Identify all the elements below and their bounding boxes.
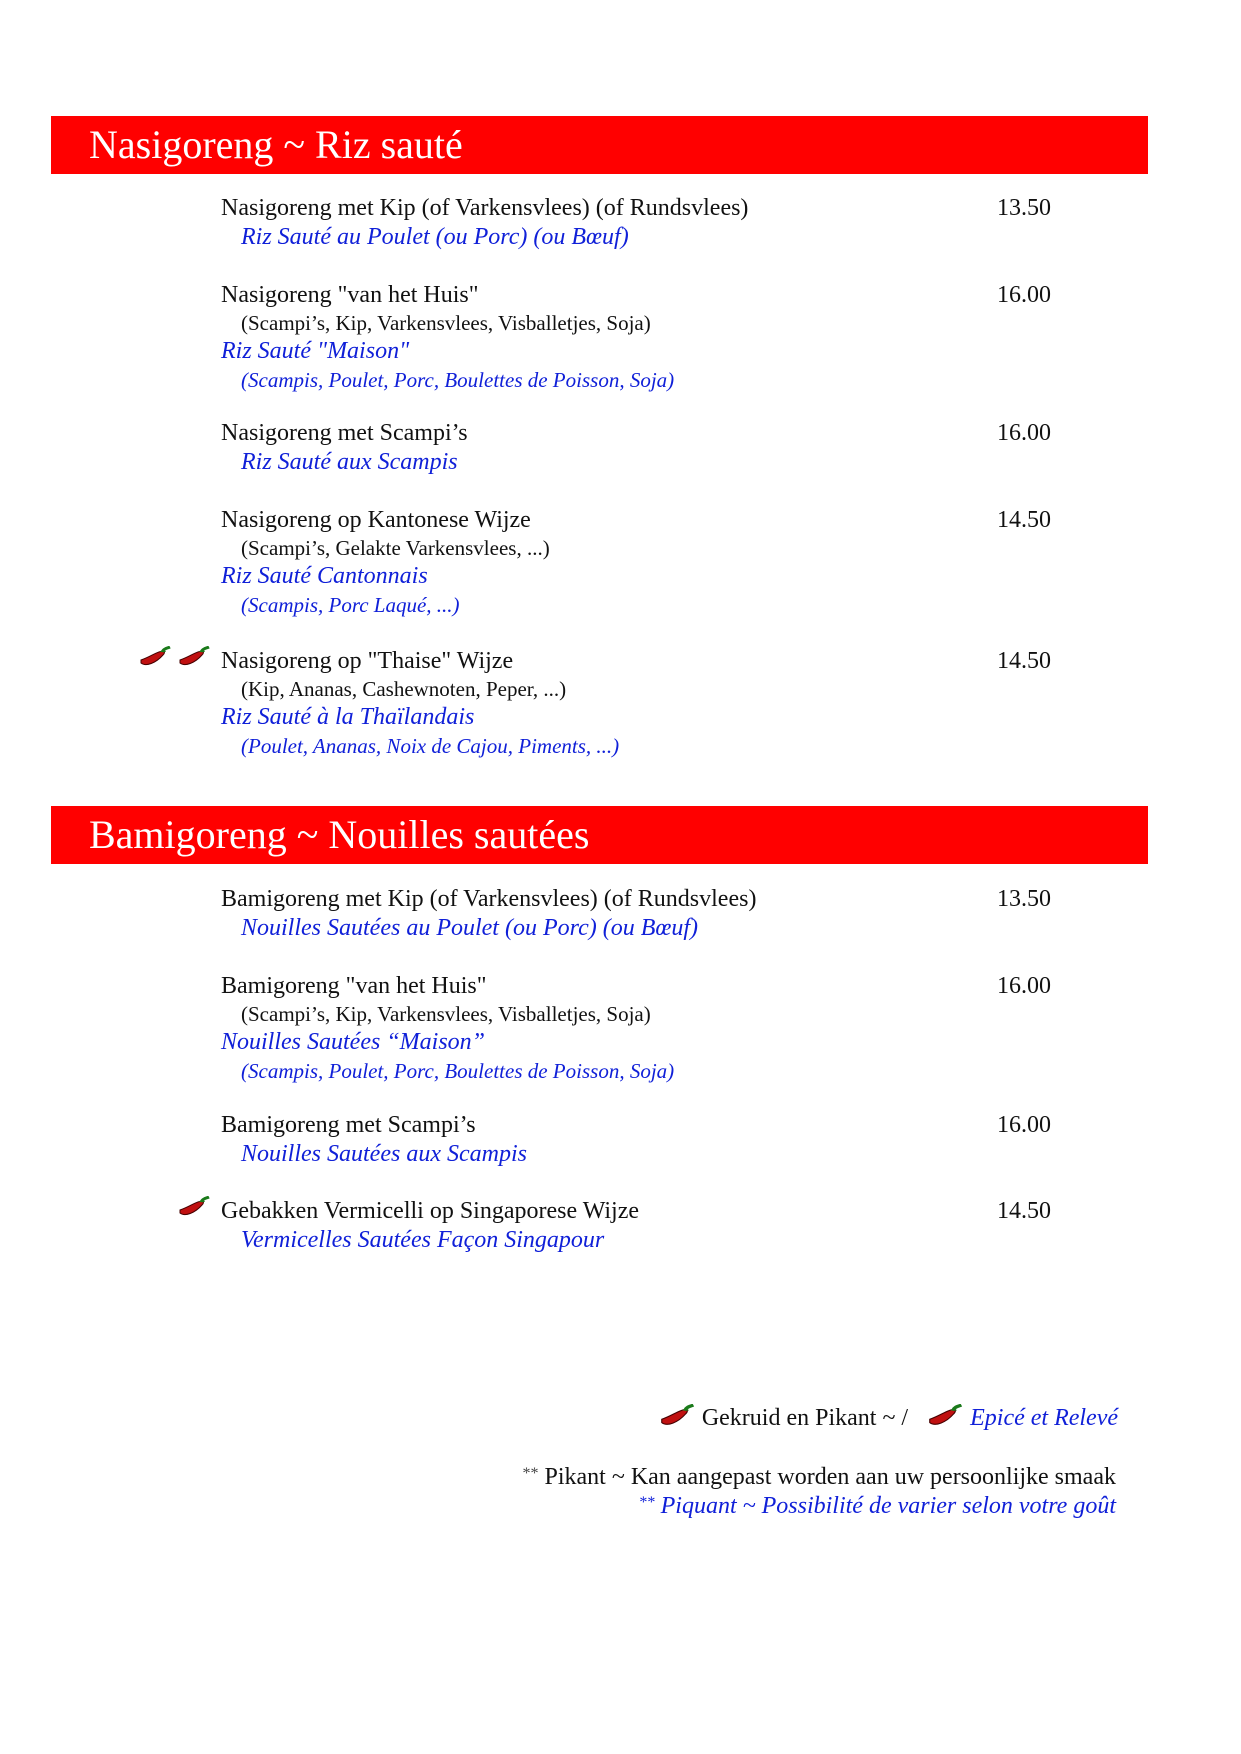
item-ingredients-nl: (Scampi’s, Kip, Varkensvlees, Visballetjes, Soja) — [241, 1002, 651, 1026]
item-name-fr: Nouilles Sautées aux Scampis — [241, 1141, 527, 1167]
item-name-nl: Nasigoreng met Kip (of Varkensvlees) (of Rundsvlees) — [221, 195, 749, 221]
item-ingredients-fr: (Scampis, Poulet, Porc, Boulettes de Poisson, Soja) — [241, 1059, 675, 1083]
item-ingredients-fr: (Scampis, Poulet, Porc, Boulettes de Poisson, Soja) — [241, 368, 675, 392]
item-ingredients-nl: (Scampi’s, Kip, Varkensvlees, Visballetjes, Soja) — [241, 311, 651, 335]
item-name-fr: Riz Sauté aux Scampis — [241, 449, 458, 475]
item-name-fr: Riz Sauté "Maison" — [221, 338, 410, 364]
menu-item — [221, 971, 1061, 1085]
menu-item — [221, 1196, 1061, 1255]
item-price: 16.00 — [997, 420, 1051, 446]
note-fr — [639, 1488, 1116, 1521]
item-name-fr: Nouilles Sautées au Poulet (ou Porc) (ou Bœuf) — [241, 915, 699, 941]
item-name-nl: Gebakken Vermicelli op Singaporese Wijze — [221, 1198, 640, 1224]
note-stars: ** — [522, 1465, 539, 1482]
menu-item — [221, 418, 1061, 477]
menu-item — [221, 505, 1061, 619]
chili-pepper-icon — [177, 646, 211, 668]
section-header-bamigoreng: Bamigoreng ~ Nouilles sautées — [51, 806, 1148, 864]
note-text-fr: Piquant ~ Possibilité de varier selon votre goût — [660, 1493, 1116, 1519]
item-price: 14.50 — [997, 1198, 1051, 1224]
spice-legend — [658, 1402, 1118, 1434]
item-name-nl: Bamigoreng met Scampi’s — [221, 1112, 476, 1138]
chili-pepper-icon — [658, 1404, 696, 1428]
item-price: 16.00 — [997, 282, 1051, 308]
item-price: 13.50 — [997, 886, 1051, 912]
menu-item — [221, 280, 1061, 394]
chili-pepper-icon — [177, 1196, 211, 1218]
menu-item — [221, 1110, 1061, 1169]
chili-pepper-icon — [138, 646, 172, 668]
legend-text-nl: Gekruid en Pikant ~ / — [701, 1405, 909, 1431]
chili-pepper-icon — [926, 1404, 964, 1428]
item-ingredients-fr: (Poulet, Ananas, Noix de Cajou, Piments, ...) — [241, 734, 620, 758]
menu-item — [221, 884, 1061, 943]
item-name-fr: Riz Sauté Cantonnais — [221, 563, 428, 589]
item-ingredients-nl: (Kip, Ananas, Cashewnoten, Peper, ...) — [241, 677, 567, 701]
item-name-nl: Nasigoreng met Scampi’s — [221, 420, 468, 446]
item-name-nl: Bamigoreng "van het Huis" — [221, 973, 487, 999]
item-name-nl: Bamigoreng met Kip (of Varkensvlees) (of Rundsvlees) — [221, 886, 757, 912]
menu-item — [221, 646, 1061, 760]
item-name-nl: Nasigoreng "van het Huis" — [221, 282, 479, 308]
item-price: 14.50 — [997, 507, 1051, 533]
item-name-fr: Vermicelles Sautées Façon Singapour — [241, 1227, 605, 1253]
item-price: 14.50 — [997, 648, 1051, 674]
menu-item — [221, 193, 1061, 252]
note-stars: ** — [638, 1494, 655, 1511]
item-price: 16.00 — [997, 1112, 1051, 1138]
item-name-nl: Nasigoreng op Kantonese Wijze — [221, 507, 531, 533]
section-header-nasigoreng: Nasigoreng ~ Riz sauté — [51, 116, 1148, 174]
item-ingredients-fr: (Scampis, Porc Laqué, ...) — [241, 593, 460, 617]
item-ingredients-nl: (Scampi’s, Gelakte Varkensvlees, ...) — [241, 536, 550, 560]
item-name-fr: Riz Sauté à la Thaïlandais — [221, 704, 475, 730]
item-price: 16.00 — [997, 973, 1051, 999]
item-name-nl: Nasigoreng op "Thaise" Wijze — [221, 648, 514, 674]
item-name-fr: Nouilles Sautées “Maison” — [221, 1029, 486, 1055]
item-price: 13.50 — [997, 195, 1051, 221]
note-text-nl: Pikant ~ Kan aangepast worden aan uw persoonlijke smaak — [544, 1464, 1116, 1490]
item-name-fr: Riz Sauté au Poulet (ou Porc) (ou Bœuf) — [241, 224, 629, 250]
legend-text-fr: Epicé et Relevé — [970, 1405, 1118, 1431]
